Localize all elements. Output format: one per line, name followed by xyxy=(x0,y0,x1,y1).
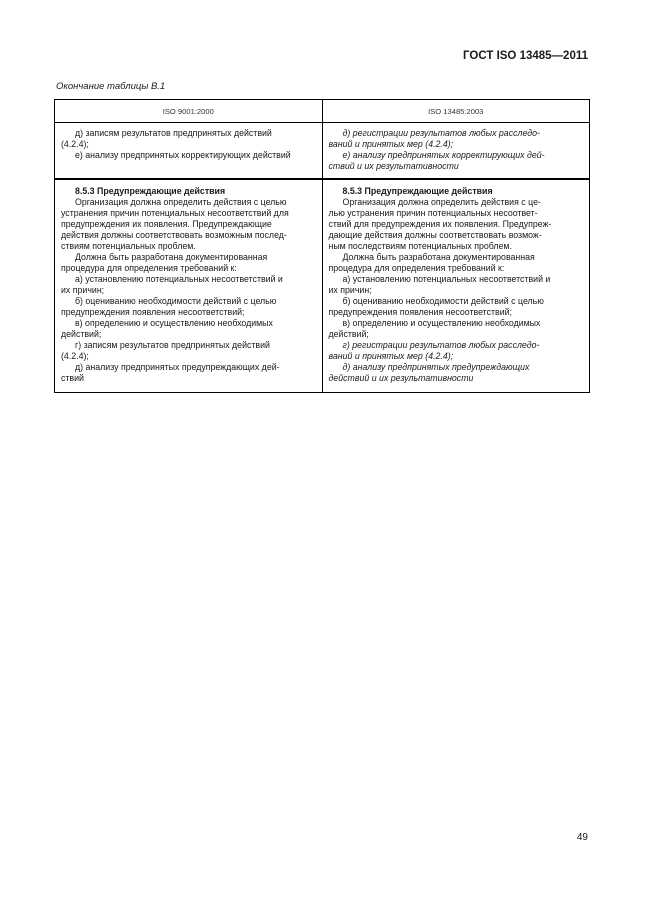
text-line: б) оцениванию необходимости действий с целью xyxy=(75,296,277,306)
text-line: е) анализу предпринятых корректирующих дей- xyxy=(342,150,545,160)
text-line: действий и их результативности xyxy=(328,373,474,383)
cell-iso9001-preventive xyxy=(55,179,323,393)
text-line: предупреждения появления несоответствий; xyxy=(61,307,245,317)
text-line: ным последствиям потенциальных проблем. xyxy=(328,241,512,251)
cell-iso13485-end xyxy=(322,123,590,180)
text-line: д) анализу предпринятых предупреждающих xyxy=(342,362,530,372)
text-line: (4.2.4); xyxy=(61,351,89,361)
text-line: Организация должна определить действия с це- xyxy=(342,197,541,207)
text-line: предупреждения появления несоответствий; xyxy=(328,307,512,317)
text-line: устранения причин потенциальных несоответствий для xyxy=(61,208,289,218)
column-header-iso9001: ISO 9001:2000 xyxy=(55,100,323,123)
text-line: (4.2.4); xyxy=(61,139,89,149)
text-line: процедура для определения требований к: xyxy=(61,263,237,273)
text-line: ствиям потенциальных проблем. xyxy=(61,241,196,251)
text-line: действий; xyxy=(61,329,102,339)
cell-iso9001-end xyxy=(55,123,323,180)
text-line: действия должны соответствовать возможным послед- xyxy=(61,230,287,240)
text-line: их причин; xyxy=(61,285,105,295)
text-line: г) регистрации результатов любых расследо- xyxy=(342,340,540,350)
comparison-table xyxy=(54,99,590,393)
text-line: в) определению и осуществлению необходимых xyxy=(75,318,273,328)
text-line: д) анализу предпринятых предупреждающих дей- xyxy=(75,362,280,372)
text-line: дающие действия должны соответствовать возмож- xyxy=(328,230,542,240)
text-line: д) регистрации результатов любых расследо- xyxy=(342,128,540,138)
text-line: в) определению и осуществлению необходимых xyxy=(342,318,541,328)
standard-code: ГОСТ ISO 13485—2011 xyxy=(463,50,588,62)
table-row xyxy=(55,179,590,393)
text-line: ствий xyxy=(61,373,84,383)
text-line: а) установлению потенциальных несоответствий и xyxy=(342,274,551,284)
text-line: ваний и принятых мер (4.2.4); xyxy=(328,139,454,149)
section-title: 8.5.3 Предупреждающие действия xyxy=(75,186,226,196)
text-line: их причин; xyxy=(328,285,372,295)
text-line: действий; xyxy=(328,329,369,339)
text-line: г) записям результатов предпринятых действий xyxy=(75,340,270,350)
text-line: д) записям результатов предпринятых действий xyxy=(75,128,272,138)
cell-iso13485-preventive xyxy=(322,179,590,393)
text-line: Должна быть разработана документированная xyxy=(75,252,268,262)
table-caption: Окончание таблицы В.1 xyxy=(56,81,166,92)
text-line: б) оцениванию необходимости действий с целью xyxy=(342,296,544,306)
text-line: процедура для определения требований к: xyxy=(328,263,505,273)
text-line: е) анализу предпринятых корректирующих действий xyxy=(75,150,291,160)
section-title: 8.5.3 Предупреждающие действия xyxy=(342,186,493,196)
column-header-iso13485: ISO 13485:2003 xyxy=(322,100,590,123)
text-line: предупреждения их появления. Предупреждающие xyxy=(61,219,272,229)
table-row xyxy=(55,123,590,180)
text-line: лью устранения причин потенциальных несоответ- xyxy=(328,208,538,218)
table-header-row xyxy=(55,100,590,123)
text-line: а) установлению потенциальных несоответствий и xyxy=(75,274,283,284)
text-line: ствий и их результативности xyxy=(328,161,459,171)
text-line: Должна быть разработана документированная xyxy=(342,252,535,262)
text-line: ствий для предупреждения их появления. Предупреж- xyxy=(328,219,552,229)
page-number: 49 xyxy=(576,832,588,843)
text-line: ваний и принятых мер (4.2.4); xyxy=(328,351,454,361)
text-line: Организация должна определить действия с целью xyxy=(75,197,287,207)
